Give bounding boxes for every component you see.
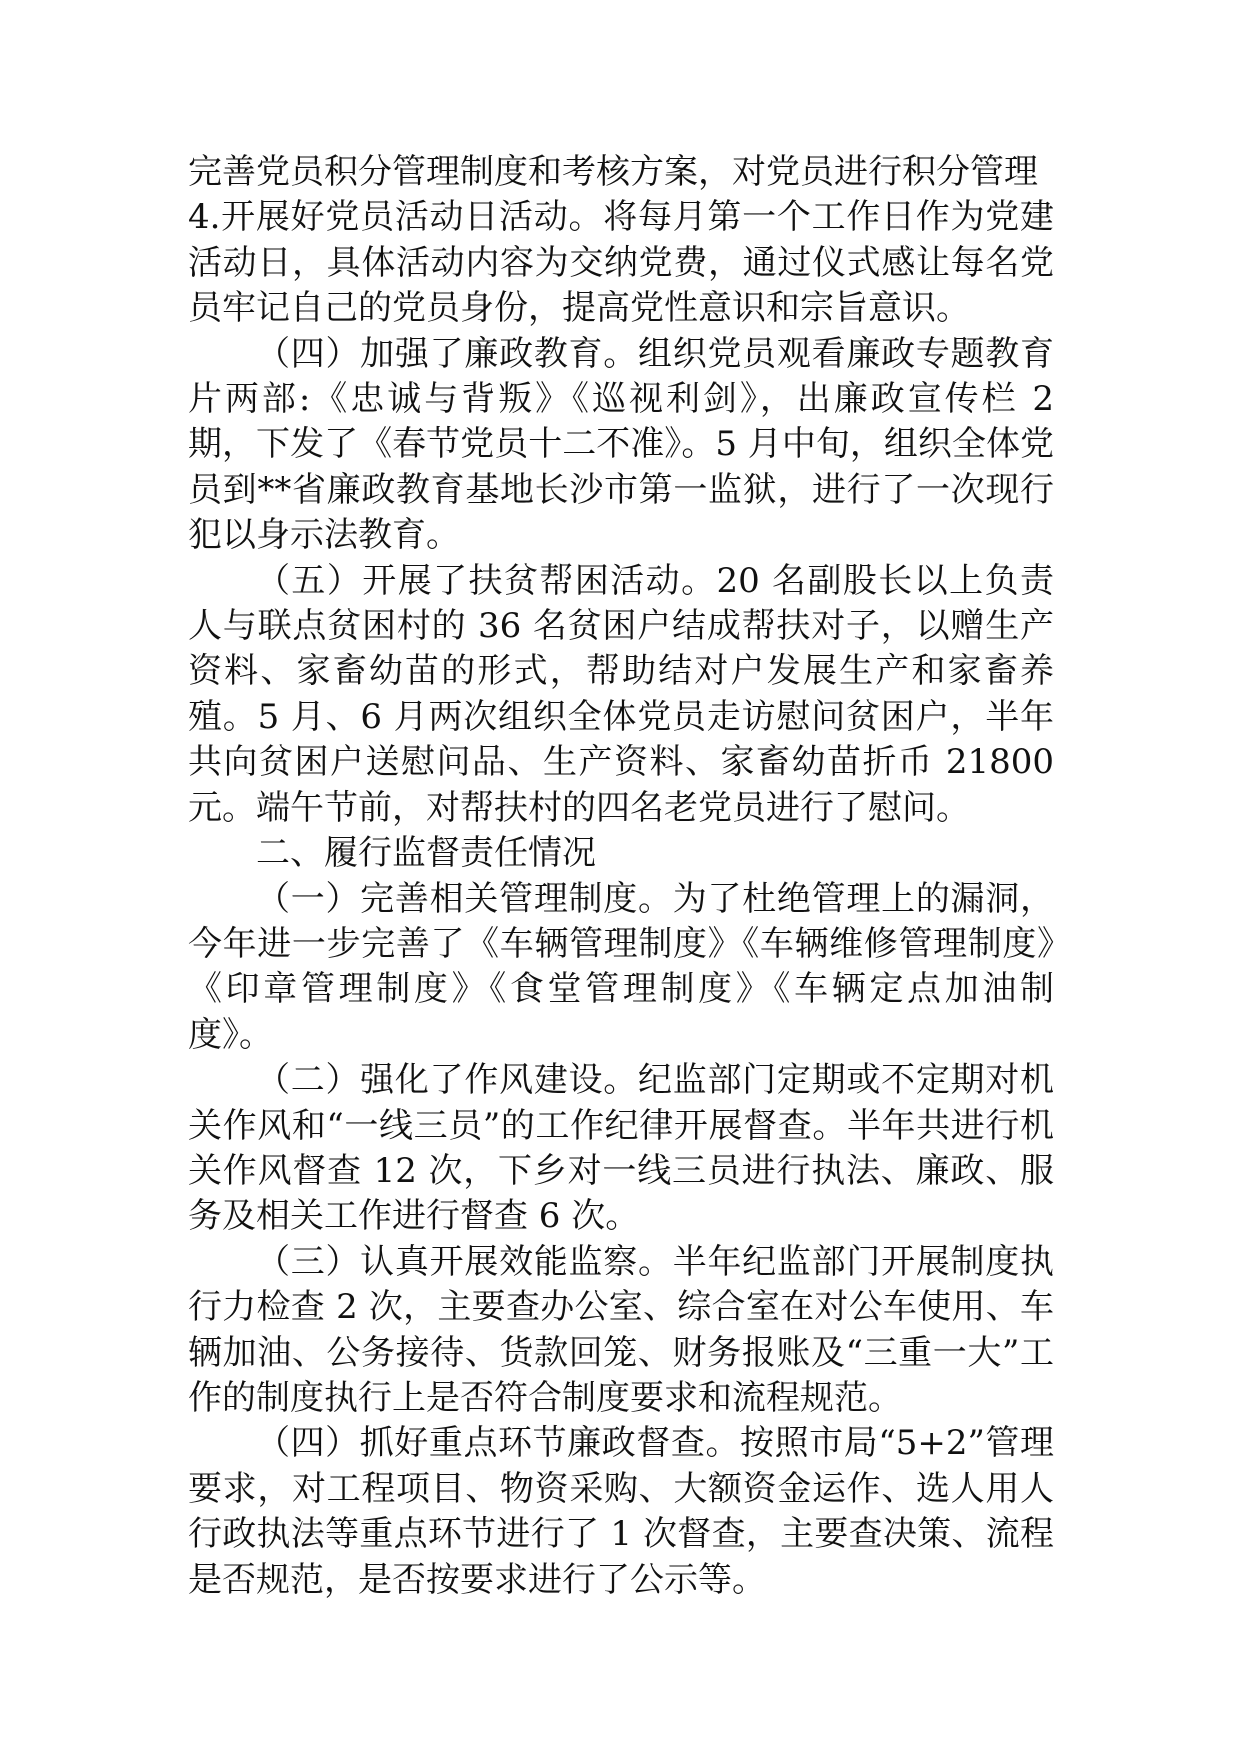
paragraph-2: 4.开展好党员活动日活动。将每月第一个工作日作为党建活动日，具体活动内容为交纳党费，通过仪式感让每名党员牢记自己的党员身份，提高党性意识和宗旨意识。 bbox=[188, 197, 1054, 329]
document-body bbox=[188, 150, 1054, 1603]
section-heading: 二、履行监督责任情况 bbox=[256, 833, 596, 874]
paragraph-7: （二）强化了作风建设。纪监部门定期或不定期对机关作风和“一线三员”的工作纪律开展督查。半年共进行机关作风督查 12 次，下乡对一线三员进行执法、廉政、服务及相关工作进行督查 6 次。 bbox=[188, 1060, 1054, 1237]
paragraph-8: （三）认真开展效能监察。半年纪监部门开展制度执行力检查 2 次，主要查办公室、综合室在对公车使用、车辆加油、公务接待、货款回笼、财务报账及“三重一大”工作的制度执行上是否符合制度要求和流程规范。 bbox=[188, 1241, 1054, 1418]
paragraph-3: （四）加强了廉政教育。组织党员观看廉政专题教育片两部:《忠诚与背叛》《巡视利剑》，出廉政宣传栏 2 期，下发了《春节党员十二不准》。5 月中旬，组织全体党员到**省廉政教育基地长沙市第一监狱，进行了一次现行犯以身示法教育。 bbox=[188, 333, 1054, 556]
paragraph-4: （五）开展了扶贫帮困活动。20 名副股长以上负责人与联点贫困村的 36 名贫困户结成帮扶对子，以赠生产资料、家畜幼苗的形式，帮助结对户发展生产和家畜养殖。5 月、6 月两次组织全体党员走访慰问贫困户，半年共向贫困户送慰问品、生产资料、家畜幼苗折币 21800 元。端午节前，对帮扶村的四名老党员进行了慰问。 bbox=[188, 560, 1054, 828]
paragraph-9: （四）抓好重点环节廉政督查。按照市局“5+2”管理要求，对工程项目、物资采购、大额资金运作、选人用人行政执法等重点环节进行了 1 次督查，主要查决策、流程是否规范，是否按要求进行了公示等。 bbox=[188, 1423, 1054, 1600]
paragraph-1: 完善党员积分管理制度和考核方案，对党员进行积分管理 bbox=[188, 152, 1038, 192]
paragraph-6: （一）完善相关管理制度。为了杜绝管理上的漏洞，今年进一步完善了《车辆管理制度》《车辆维修管理制度》《印章管理制度》《食堂管理制度》《车辆定点加油制度》。 bbox=[188, 878, 1054, 1055]
